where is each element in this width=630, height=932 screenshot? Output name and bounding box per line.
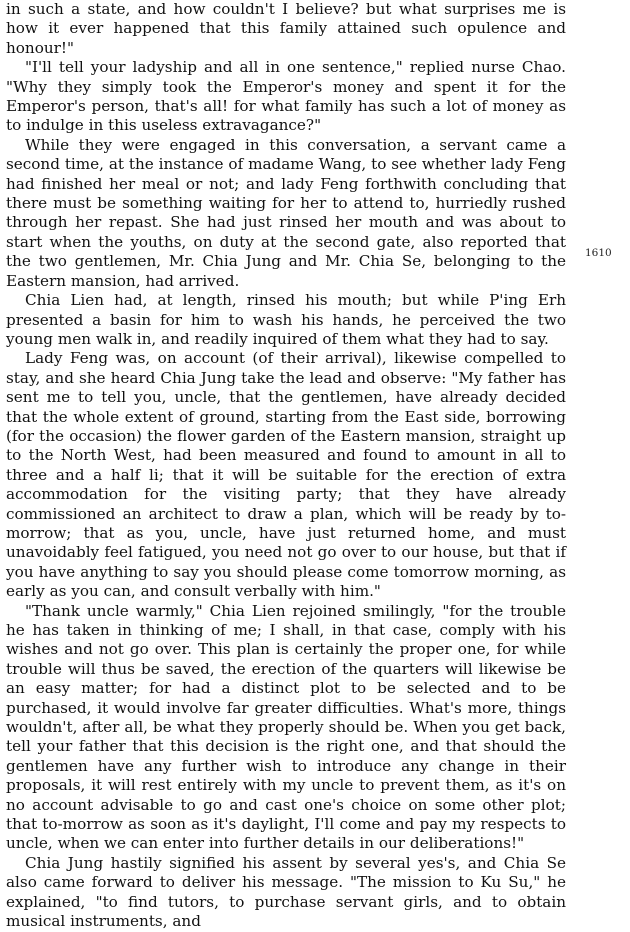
paragraph-lady-feng: Lady Feng was, on account (of their arrival), likewise compelled to stay, and she heard Chia Jung take the lead and observe: "My father has sent me to tell you, uncle, that the gentlemen, have already decided that the whole extent of ground, starting from the East side, borrowing (for the occasion) the flower garden of the Eastern mansion, straight up to the North West, had been measured and found to amount in all to three and a half li; that it will be suitable for the erection of extra accommodation for the visiting party; that they have already commissioned an architect to draw a plan, which will be ready by to-morrow; that as you, uncle, have just returned home, and must unavoidably feel fatigued, you need not go over to our house, but that if you have anything to say you should please come tomorrow morning, as early as you can, and consult verbally with him." bbox=[6, 349, 566, 601]
paragraph-chia-lien: Chia Lien had, at length, rinsed his mouth; but while P'ing Erh presented a basin for him to wash his hands, he perceived the two young men walk in, and readily inquired of them what they had to say. bbox=[6, 291, 566, 348]
paragraph-thank-uncle: "Thank uncle warmly," Chia Lien rejoined smilingly, "for the trouble he has taken in thinking of me; I shall, in that case, comply with his wishes and not go over. This plan is certainly the proper one, for while trouble will thus be saved, the erection of the quarters will likewise be an easy matter; for had a distinct plot to be selected and to be purchased, it would involve far greater difficulties. What's more, things wouldn't, after all, be what they properly should be. When you get back, tell your father that this decision is the right one, and that should the gentlemen have any further wish to introduce any change in their proposals, it will rest entirely with my uncle to prevent them, as it's on no account advisable to go and cast one's choice on some other plot; that to-morrow as soon as it's daylight, I'll come and pay my respects to uncle, when we can enter into further details in our deliberations!" bbox=[6, 601, 566, 853]
page-text bbox=[6, 0, 566, 932]
paragraph-servant-came: While they were engaged in this conversation, a servant came a second time, at the instance of madame Wang, to see whether lady Feng had finished her meal or not; and lady Feng forthwith concluding that there must be something waiting for her to attend to, hurriedly rushed through her repast. She had just rinsed her mouth and was about to start when the youths, on duty at the second gate, also reported that the two gentlemen, Mr. Chia Jung and Mr. Chia Se, belonging to the Eastern mansion, had arrived. bbox=[6, 135, 566, 290]
paragraph-chia-jung: Chia Jung hastily signified his assent by several yes's, and Chia Se also came forward to deliver his message. "The mission to Ku Su," he explained, "to find tutors, to purchase servant girls, and to obtain musical instruments, and bbox=[6, 853, 566, 931]
paragraph-continued: in such a state, and how couldn't I believe? but what surprises me is how it ever happened that this family attained such opulence and honour!" bbox=[6, 0, 566, 57]
paragraph-nurse-chao: "I'll tell your ladyship and all in one sentence," replied nurse Chao. "Why they simply took the Emperor's money and spent it for the Emperor's person, that's all! for what family has such a lot of money as to indulge in this useless extravagance?" bbox=[6, 58, 566, 135]
margin-page-number: 1610 bbox=[585, 247, 612, 259]
